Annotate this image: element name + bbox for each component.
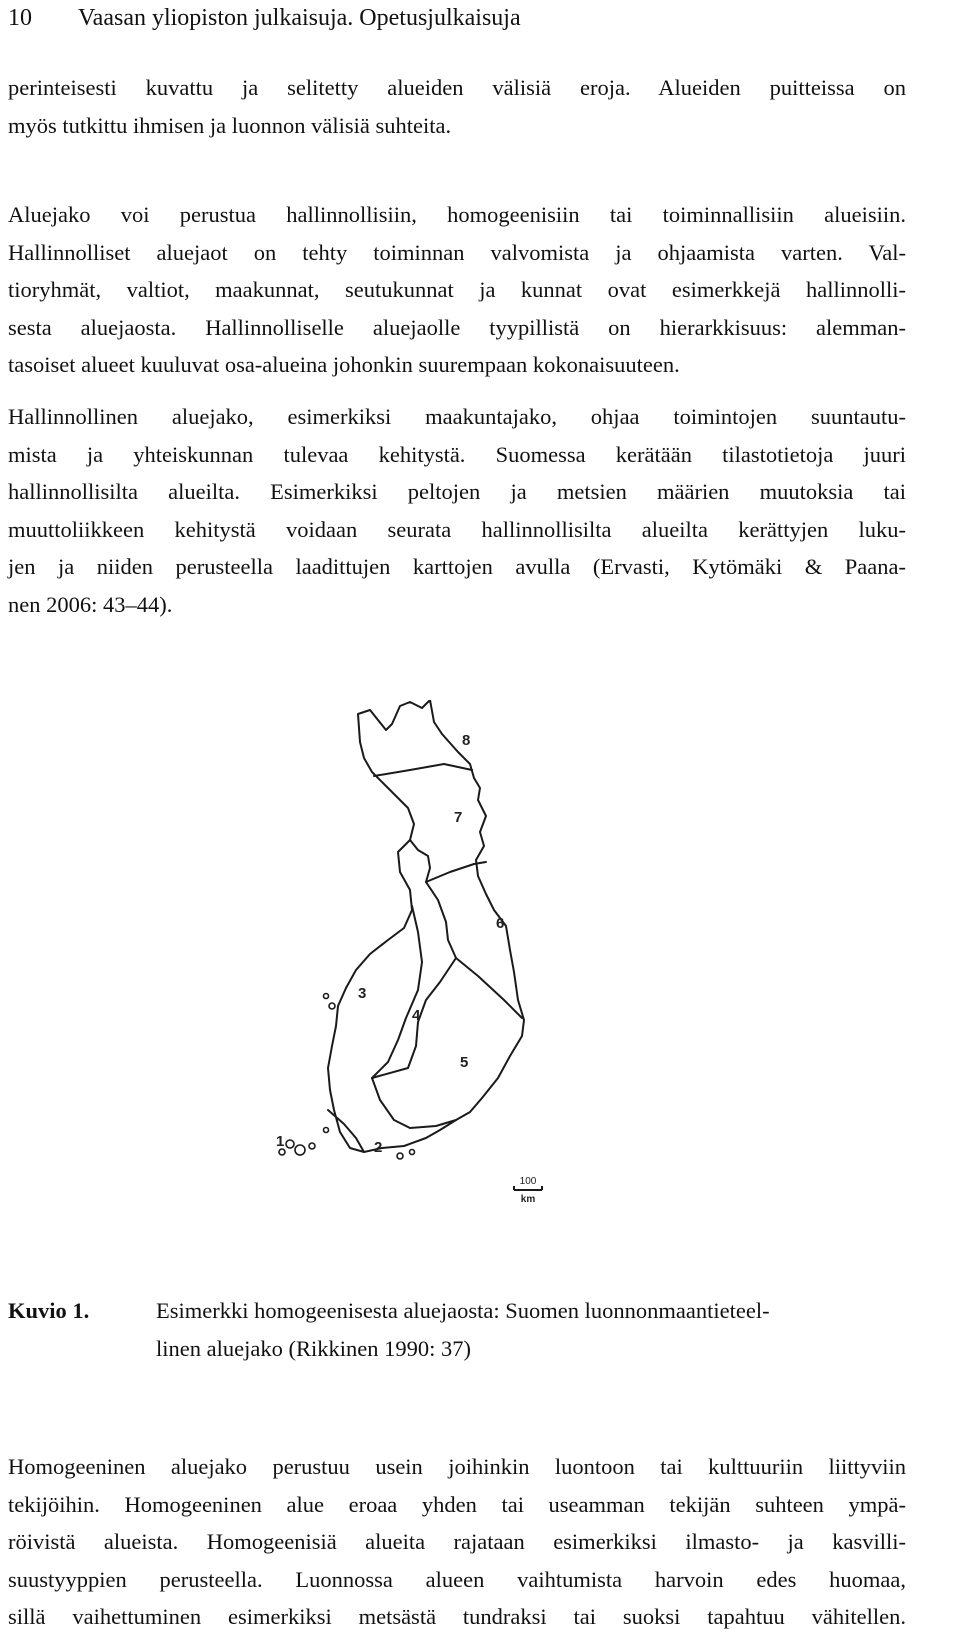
caption-line: Esimerkki homogeenisesta aluejaosta: Suomen luonnonmaantieteel-: [156, 1298, 770, 1323]
island: [329, 1003, 335, 1009]
text-line: sillä vaihettuminen esimerkiksi metsästä tundraksi tai suoksi tapahtuu vähitellen.: [8, 1604, 906, 1629]
text-line: Aluejako voi perustua hallinnollisiin, homogeenisiin tai toiminnallisiin alueisiin.: [8, 202, 906, 227]
figure-caption-label: Kuvio 1.: [8, 1298, 90, 1323]
border-8-7: [374, 764, 472, 776]
text-line: tekijöihin. Homogeeninen alue eroaa yhden tai useamman tekijän suhteen ympä-: [8, 1491, 906, 1517]
island: [295, 1145, 305, 1155]
island-group: [279, 994, 415, 1160]
text-line: tasoiset alueet kuuluvat osa-alueina johonkin suurempaan kokonaisuuteen.: [8, 352, 680, 377]
page-number: 10: [8, 5, 32, 31]
paragraph-4: [8, 1448, 906, 1636]
west-coast-detail: [410, 840, 430, 882]
paragraph-1: [8, 69, 906, 144]
island: [397, 1153, 403, 1159]
border-5-south: [372, 1078, 456, 1128]
region-label-8: 8: [462, 732, 471, 749]
map-svg: [260, 700, 660, 1260]
text-line: myös tutkittu ihmisen ja luonnon välisiä suhteita.: [8, 112, 452, 138]
region-label-1: 1: [276, 1133, 285, 1150]
scale-bar: [514, 1176, 542, 1205]
text-line: hallinnollisilta alueilta. Esimerkiksi peltojen ja metsien määrien muutoksia tai: [8, 479, 906, 504]
text-line: nen 2006: 43–44).: [8, 591, 173, 617]
region-label-6: 6: [496, 915, 505, 932]
text-line: tioryhmät, valtiot, maakunnat, seutukunnat ja kunnat ovat esimerkkejä hallinnolli-: [8, 277, 906, 302]
text-line: Hallinnollinen aluejako, esimerkiksi maakuntajako, ohjaa toimintojen suuntautu-: [8, 404, 906, 429]
text-line: muuttoliikkeen kehitystä voidaan seurata hallinnollisilta alueilta kerättyjen luku-: [8, 516, 906, 542]
border-6-west: [426, 882, 522, 1018]
text-line: perinteisesti kuvattu ja selitetty alueiden välisiä eroja. Alueiden puitteissa on: [8, 75, 906, 100]
paragraph-3: [8, 398, 906, 623]
scale-unit: km: [520, 1194, 536, 1205]
island: [410, 1150, 415, 1155]
region-label-5: 5: [460, 1054, 469, 1071]
region-label-2: 2: [374, 1139, 383, 1156]
text-line: suustyyppien perusteella. Luonnossa alueen vaihtumista harvoin edes huomaa,: [8, 1566, 906, 1592]
region-label-7: 7: [454, 809, 463, 826]
caption-line: linen aluejako (Rikkinen 1990: 37): [156, 1336, 471, 1361]
text-line: mista ja yhteiskunnan tulevaa kehitystä. Suomessa kerätään tilastotietoja juuri: [8, 441, 906, 467]
text-line: Hallinnolliset aluejaot on tehty toiminnan valvomista ja ohjaamista varten. Val-: [8, 239, 906, 265]
text-line: jen ja niiden perusteella laadittujen karttojen avulla (Ervasti, Kytömäki & Paana-: [8, 554, 906, 579]
text-line: sesta aluejaosta. Hallinnolliselle aluejaolle tyypillistä on hierarkkisuus: alemman-: [8, 314, 906, 340]
paragraph-2: [8, 196, 906, 384]
island: [309, 1143, 315, 1149]
page-header: [8, 4, 521, 32]
finland-region-map: [260, 700, 660, 1260]
text-line: Homogeeninen aluejako perustuu usein joihinkin luontoon tai kulttuuriin liittyviin: [8, 1454, 906, 1479]
island: [324, 994, 329, 999]
figure-caption-text: [156, 1292, 906, 1368]
scale-value: 100: [519, 1176, 537, 1187]
publication-title: Vaasan yliopiston julkaisuja. Opetusjulkaisuja: [78, 5, 521, 31]
island: [324, 1128, 329, 1133]
region-label-3: 3: [358, 985, 367, 1002]
region-label-4: 4: [412, 1007, 421, 1024]
text-line: röivistä alueista. Homogeenisiä alueita rajataan esimerkiksi ilmasto- ja kasvilli-: [8, 1529, 906, 1554]
island: [286, 1140, 294, 1148]
border-1-2: [328, 1110, 364, 1152]
